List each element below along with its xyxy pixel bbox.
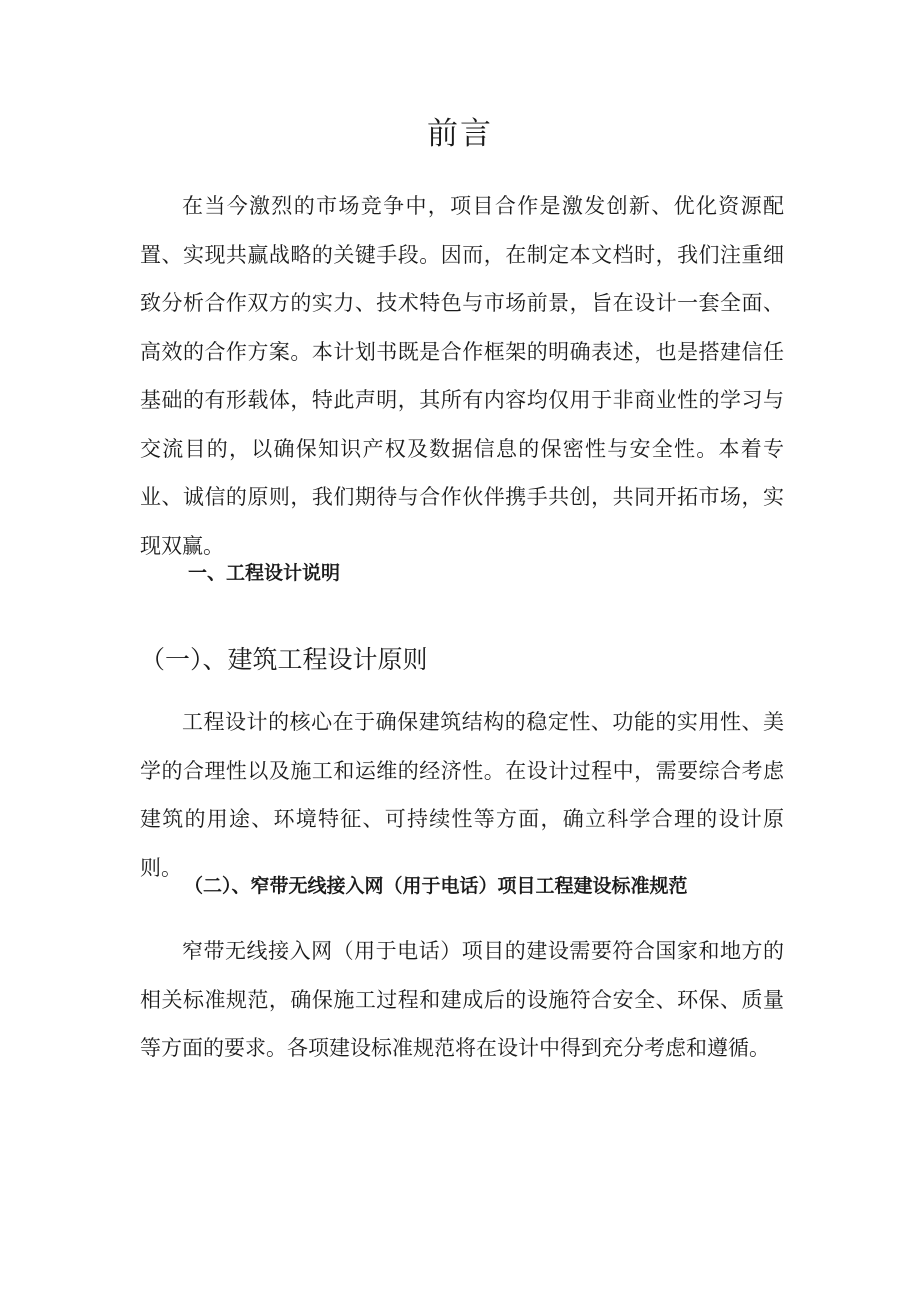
design-principles-paragraph: 工程设计的核心在于确保建筑结构的稳定性、功能的实用性、美学的合理性以及施工和运维的经济性。在设计过程中，需要综合考虑建筑的用途、环境特征、可持续性等方面，确立科学合理的设计原则。: [140, 710, 784, 880]
page-title: 前言: [427, 116, 493, 152]
section-heading-engineering-design: 一、工程设计说明: [188, 562, 341, 584]
subsection-heading-standards: （二）、窄带无线接入网（用于电话）项目工程建设标准规范: [184, 875, 688, 897]
intro-paragraph: 在当今激烈的市场竞争中，项目合作是激发创新、优化资源配置、实现共赢战略的关键手段。因而，在制定本文档时，我们注重细致分析合作双方的实力、技术特色与市场前景，旨在设计一套全面、高效的合作方案。本计划书既是合作框架的明确表述，也是搭建信任基础的有形载体，特此声明，其所有内容均仅用于非商业性的学习与交流目的，以确保知识产权及数据信息的保密性与安全性。本着专业、诚信的原则，我们期待与合作伙伴携手共创，共同开拓市场，实现双赢。: [140, 194, 784, 558]
standards-paragraph: 窄带无线接入网（用于电话）项目的建设需要符合国家和地方的相关标准规范，确保施工过程和建成后的设施符合安全、环保、质量等方面的要求。各项建设标准规范将在设计中得到充分考虑和遵循。: [140, 939, 784, 1060]
subsection-heading-design-principles: （一）、建筑工程设计原则: [140, 645, 428, 674]
